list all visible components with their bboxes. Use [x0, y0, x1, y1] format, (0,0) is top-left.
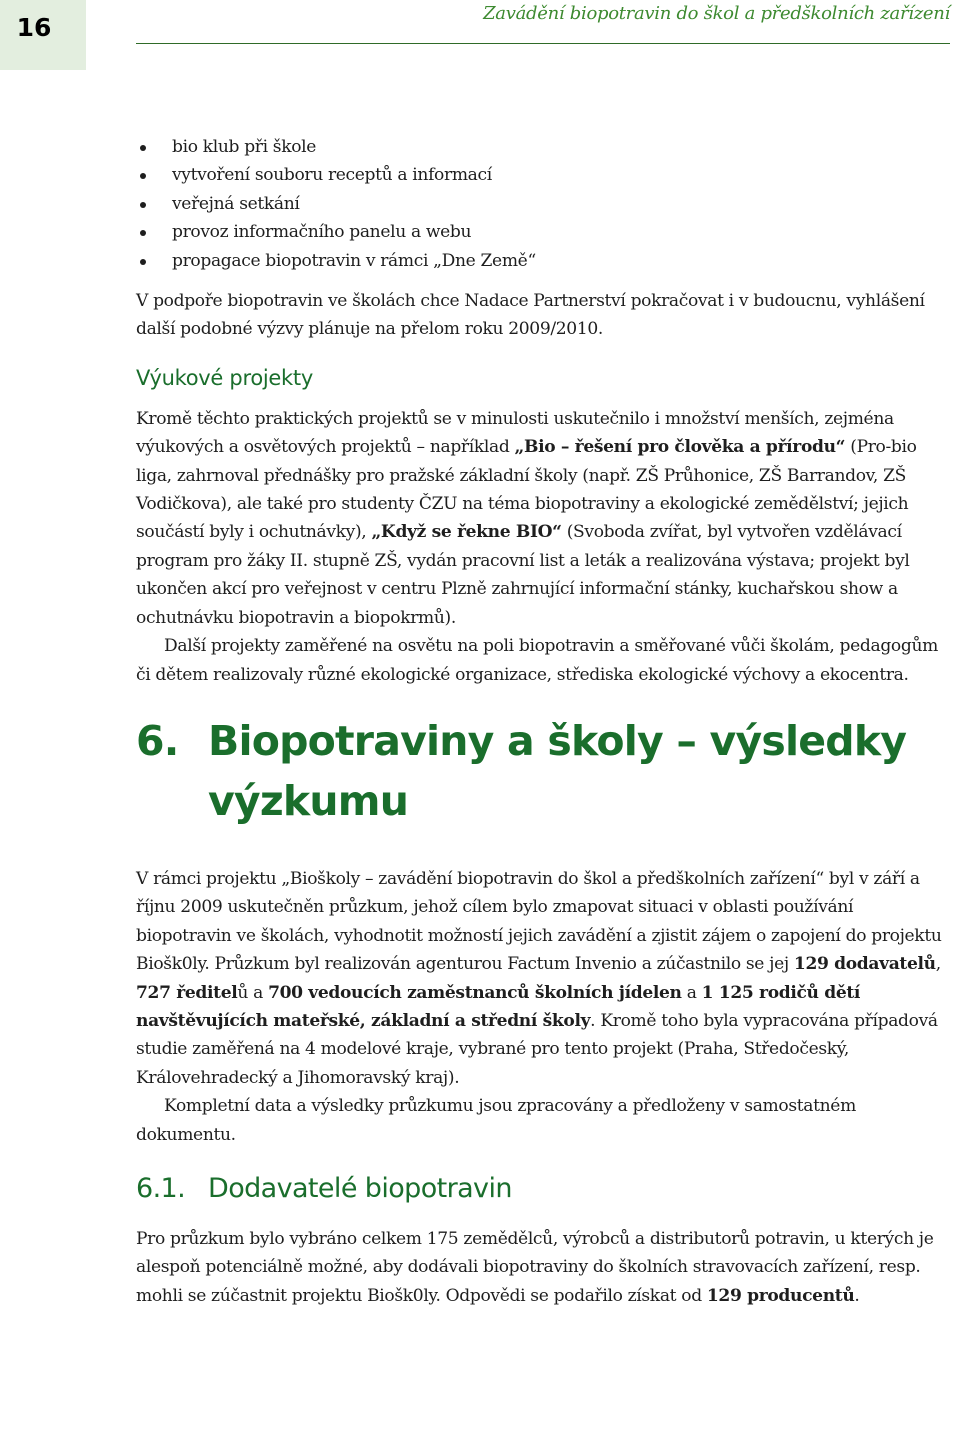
header-rule — [136, 43, 950, 44]
bold-figure: 700 vedoucích zaměstnanců školních jídelen — [268, 982, 682, 1003]
paragraph-vyukove-1 — [136, 405, 951, 632]
page-content — [136, 133, 951, 1310]
text-run: (Svoboda zvířat, byl vytvořen vzdělávací program pro žáky II. stupně ZŠ, vydán pracovní list a leták a realizována výstava; projekt byl ukončen akcí pro veřejnost v centru Plzně zahrnující informační stánky, kuchařskou show a ochutnávku biopotravin a biopokrmů). — [136, 522, 910, 628]
paragraph-section61-1 — [136, 1225, 951, 1310]
chapter-title: Biopotraviny a školy – výsledky výzkumu — [208, 716, 907, 825]
section-heading-vyukove-projekty: Výukové projekty — [136, 365, 313, 390]
intro-paragraph: V podpoře biopotravin ve školách chce Nadace Partnerství pokračovat i v budoucnu, vyhlášení další podobné výzvy plánuje na přelom roku 2009/2010. — [136, 291, 925, 340]
project-name-bold: „Bio – řešení pro člověka a přírodu“ — [514, 437, 846, 458]
page-number: 16 — [16, 13, 52, 42]
bold-figure: 129 producentů — [706, 1285, 855, 1306]
paragraph-chapter6-2: Kompletní data a výsledky průzkumu jsou zpracovány a předloženy v samostatném dokumentu. — [136, 1096, 856, 1145]
paragraph-chapter6-1 — [136, 865, 951, 1092]
text-run: a — [681, 982, 702, 1003]
text-run: , — [935, 954, 941, 975]
text-run: ů a — [237, 982, 269, 1003]
bold-figure: 129 dodavatelů — [793, 954, 936, 975]
text-run: Pro průzkum bylo vybráno celkem 175 zemědělců, výrobců a distributorů potravin, u kterých je alespoň potenciálně možné, aby dodávali biopotraviny do školních stravovacích zařízení, resp. mohli se zúčastnit projektu Biošk0ly. Odpovědi se podařilo získat od — [136, 1228, 934, 1306]
list-item: vytvoření souboru receptů a informací — [136, 161, 951, 189]
bullet-list — [136, 133, 951, 275]
running-header: Zavádění biopotravin do škol a předškolních zařízení — [483, 3, 950, 24]
paragraph-vyukove-2: Další projekty zaměřené na osvětu na poli biopotravin a směřované vůči školám, pedagogům či dětem realizovaly různé ekologické organizace, střediska ekologické výchovy a ekocentra. — [136, 636, 938, 685]
list-item: provoz informačního panelu a webu — [136, 218, 951, 246]
text-run: . Kromě toho byla vypracována případová studie zaměřená na 4 modelové kraje, vybrané pro tento projekt (Praha, Středočeský, Královehradecký a Jihomoravský kraj). — [136, 1010, 938, 1088]
bold-figure: 727 ředitel — [136, 982, 238, 1003]
text-run: . — [854, 1285, 860, 1306]
list-item: bio klub při škole — [136, 133, 951, 161]
list-item: veřejná setkání — [136, 190, 951, 218]
list-item: propagace biopotravin v rámci „Dne Země“ — [136, 247, 951, 275]
chapter-number: 6. — [136, 716, 179, 765]
section-heading-6-1 — [136, 1169, 951, 1209]
section-title: Dodavatelé biopotravin — [208, 1172, 512, 1204]
text-run: V rámci projektu „Bioškoly – zavádění biopotravin do škol a předškolních zařízení“ byl v září a říjnu 2009 uskutečněn průzkum, jehož cílem bylo zmapovat situaci v oblasti používání biopotravin ve školách, vyhodnotit možností jejich zavádění a zjistit zájem o zapojení do projektu Biošk0ly. Průzkum byl realizován agenturou Factum Invenio a zúčastnilo se jej — [136, 868, 942, 975]
section-number: 6.1. — [136, 1172, 186, 1204]
chapter-heading-6 — [136, 711, 951, 831]
bold-figure: 1 125 rodičů dětí navštěvujících mateřské, základní a střední školy — [136, 982, 861, 1031]
text-run: Kromě těchto praktických projektů se v minulosti uskutečnilo i množství menších, zejména výukových a osvětových projektů – například — [136, 408, 894, 458]
text-run: (Pro-bio liga, zahrnoval přednášky pro pražské základní školy (např. ZŠ Průhonice, ZŠ Barrandov, ZŠ Vodičkova), ale také pro studenty ČZU na téma biopotraviny a ekologické zemědělství; jejich součástí byly i ochutnávky), — [136, 437, 917, 543]
project-name-bold: „Když se řekne BIO“ — [371, 522, 562, 543]
